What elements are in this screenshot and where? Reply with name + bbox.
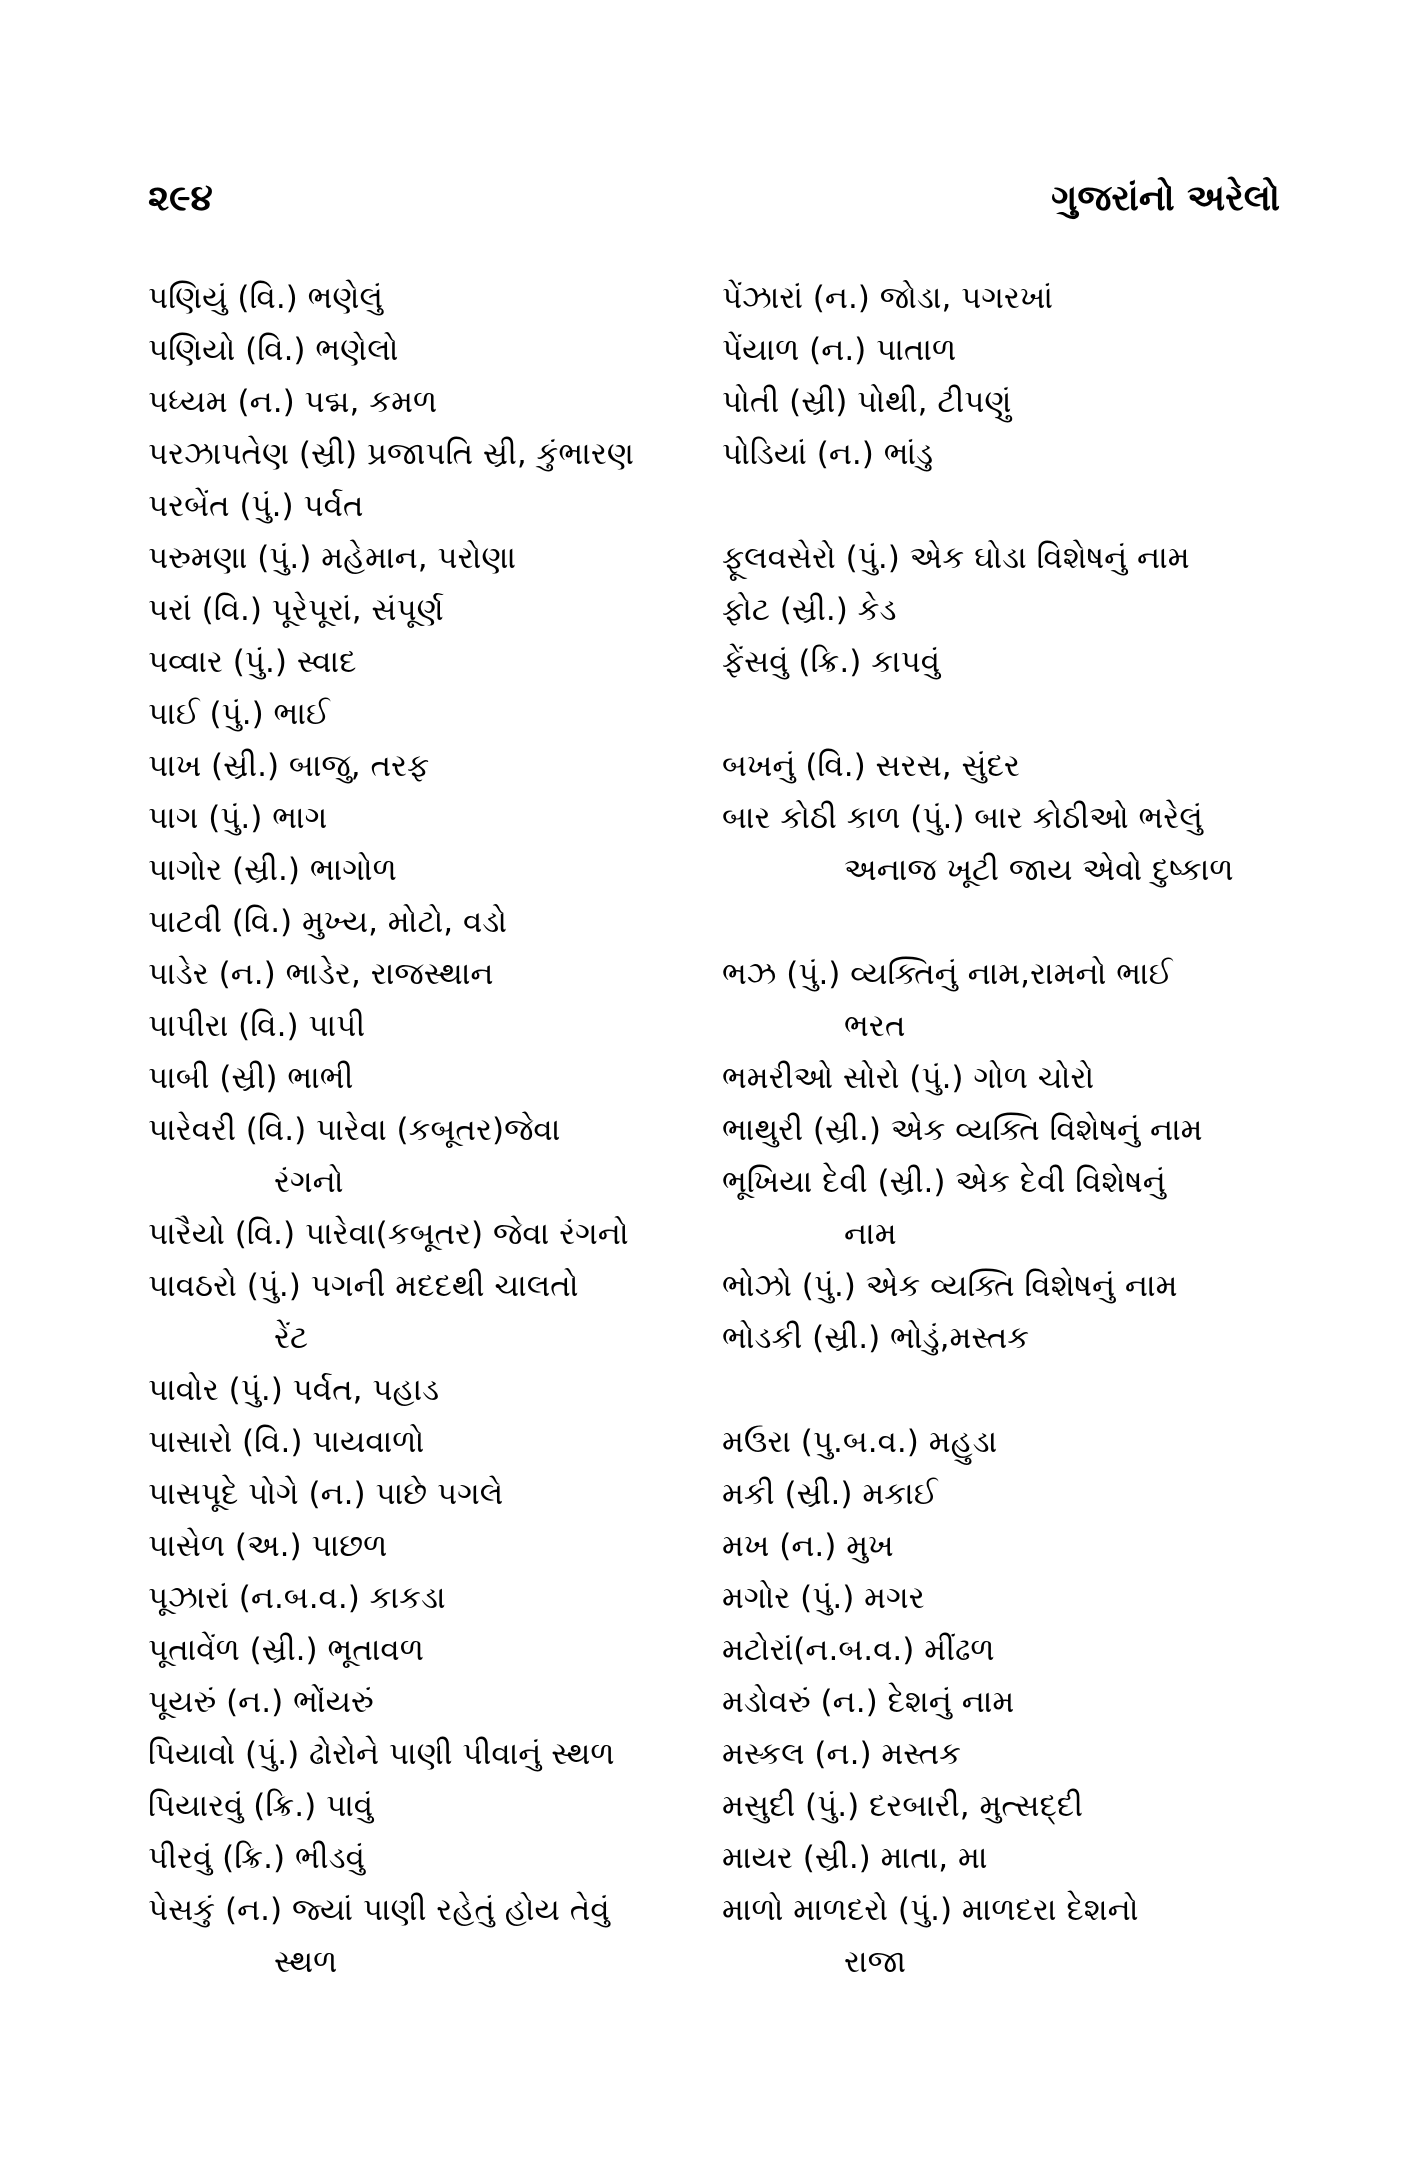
entry-continuation: રેંટ: [274, 1320, 309, 1356]
dictionary-entry: મઉરા (પુ.બ.વ.) મહુડા: [722, 1424, 998, 1460]
dictionary-entry: પણિયું (વિ.) ભણેલું: [148, 280, 383, 316]
dictionary-entry: મસુદી (પું.) દરબારી, મુત્સદ્દી: [722, 1788, 1083, 1824]
dictionary-entry: પૂયરું (ન.) ભોંયરું: [148, 1684, 374, 1720]
spacer: [722, 688, 1292, 740]
dictionary-entry: પાગોર (સ્રી.) ભાગોળ: [148, 852, 397, 888]
dictionary-entry: પિયાવો (પું.) ઢોરોને પાણી પીવાનું સ્થળ: [148, 1736, 615, 1772]
dictionary-entry: પાસારો (વિ.) પાયવાળો: [148, 1424, 425, 1460]
entry-continuation: નામ: [844, 1216, 897, 1252]
entry-continuation: ભરત: [844, 1008, 906, 1044]
dictionary-entry: પરબેંત (પું.) પર્વત: [148, 488, 364, 524]
dictionary-entry: બખનું (વિ.) સરસ, સુંદર: [722, 748, 1020, 784]
dictionary-entry: પાવઠરો (પું.) પગની મદદથી ચાલતો: [148, 1268, 579, 1304]
right-column: [722, 272, 1292, 1988]
dictionary-entry: ભમરીઓ સોરો (પું.) ગોળ ચોરો: [722, 1060, 1095, 1096]
spacer: [722, 1364, 1292, 1416]
dictionary-entry: મસ્કલ (ન.) મસ્તક: [722, 1736, 962, 1772]
dictionary-entry: ભોઝો (પું.) એક વ્યક્તિ વિશેષનું નામ: [722, 1268, 1178, 1304]
dictionary-entry: મકી (સ્રી.) મકાઈ: [722, 1476, 938, 1512]
dictionary-entry: પૂતાવેંળ (સ્રી.) ભૂતાવળ: [148, 1632, 424, 1668]
dictionary-entry: પાવોર (પું.) પર્વત, પહાડ: [148, 1372, 440, 1408]
dictionary-entry: પારેવરી (વિ.) પારેવા (કબૂતર)જેવા: [148, 1112, 561, 1148]
dictionary-entry: ભોડકી (સ્રી.) ભોડું,મસ્તક: [722, 1320, 1030, 1356]
dictionary-entry: પધ્યમ (ન.) પદ્મ, કમળ: [148, 384, 438, 420]
dictionary-entry: પાસેળ (અ.) પાછળ: [148, 1528, 388, 1564]
entry-continuation: અનાજ ખૂટી જાય એવો દુષ્કાળ: [844, 852, 1234, 888]
spacer: [722, 896, 1292, 948]
dictionary-entry: પણિયો (વિ.) ભણેલો: [148, 332, 399, 368]
dictionary-entry: પરાં (વિ.) પૂરેપૂરાં, સંપૂર્ણ: [148, 592, 444, 628]
spacer: [722, 480, 1292, 532]
entry-continuation: રંગનો: [274, 1164, 344, 1200]
page-number: ૨૯૪: [148, 178, 213, 219]
dictionary-entry: પાગ (પું.) ભાગ: [148, 800, 328, 836]
dictionary-entry: પાસપૂદે પોગે (ન.) પાછે પગલે: [148, 1476, 504, 1512]
dictionary-entry: મડોવરું (ન.) દેશનું નામ: [722, 1684, 1015, 1720]
dictionary-entry: પાબી (સ્રી) ભાભી: [148, 1060, 354, 1096]
dictionary-entry: બાર કોઠી કાળ (પું.) બાર કોઠીઓ ભરેલું: [722, 800, 1203, 836]
dictionary-entry: ભૂખિયા દેવી (સ્રી.) એક દેવી વિશેષનું: [722, 1164, 1166, 1200]
dictionary-entry: પરુમણા (પું.) મહેમાન, પરોણા: [148, 540, 516, 576]
dictionary-entry: ફૂલવસેરો (પું.) એક ઘોડા વિશેષનું નામ: [722, 540, 1190, 576]
dictionary-entry: માળો માળદરો (પું.) માળદરા દેશનો: [722, 1892, 1139, 1928]
dictionary-entry: મટોરાં(ન.બ.વ.) મીંઢળ: [722, 1632, 995, 1668]
dictionary-entry: પાપીરા (વિ.) પાપી: [148, 1008, 366, 1044]
dictionary-entry: પિયારવું (ક્રિ.) પાવું: [148, 1788, 374, 1824]
dictionary-entry: મખ (ન.) મુખ: [722, 1528, 894, 1564]
dictionary-entry: પેંયાળ (ન.) પાતાળ: [722, 332, 957, 368]
dictionary-entry: પાખ (સ્રી.) બાજુ, તરફ: [148, 748, 430, 784]
dictionary-entry: ફેંસવું (ક્રિ.) કાપવું: [722, 644, 941, 680]
dictionary-entry: ભાથુરી (સ્રી.) એક વ્યક્તિ વિશેષનું નામ: [722, 1112, 1203, 1148]
dictionary-entry: ભઝ (પું.) વ્યક્તિનું નામ,રામનો ભાઈ: [722, 956, 1173, 992]
entry-continuation: સ્થળ: [274, 1944, 338, 1980]
running-head: ગુજરાંનો અરેલો: [1051, 178, 1280, 219]
dictionary-entry: પેંઝારાં (ન.) જોડા, પગરખાં: [722, 280, 1054, 316]
dictionary-entry: પાઈ (પું.) ભાઈ: [148, 696, 330, 732]
page-header: [148, 178, 1280, 238]
dictionary-entry: ફોટ (સ્રી.) કેડ: [722, 592, 897, 628]
dictionary-entry: પવ્વાર (પું.) સ્વાદ: [148, 644, 357, 680]
dictionary-entry: મગોર (પું.) મગર: [722, 1580, 925, 1616]
dictionary-entry: પરઝાપતેણ (સ્રી) પ્રજાપતિ સ્રી, કુંભારણ: [148, 436, 634, 472]
left-column: [148, 272, 708, 1988]
dictionary-entry: પૂઝારાં (ન.બ.વ.) કાકડા: [148, 1580, 446, 1616]
dictionary-entry: પેસકું (ન.) જ્યાં પાણી રહેતું હોય તેવું: [148, 1892, 610, 1928]
dictionary-entry: માયર (સ્રી.) માતા, મા: [722, 1840, 988, 1876]
dictionary-entry: પાટવી (વિ.) મુખ્ય, મોટો, વડો: [148, 904, 508, 940]
dictionary-entry: પોડિયાં (ન.) ભાંડુ: [722, 436, 934, 472]
entry-continuation: રાજા: [844, 1944, 906, 1980]
dictionary-entry: પાડેર (ન.) ભાડેર, રાજસ્થાન: [148, 956, 494, 992]
dictionary-entry: પારૈયો (વિ.) પારેવા(કબૂતર) જેવા રંગનો: [148, 1216, 629, 1252]
dictionary-entry: પીરવું (ક્રિ.) ભીડવું: [148, 1840, 365, 1876]
dictionary-entry: પોતી (સ્રી) પોથી, ટીપણું: [722, 384, 1012, 420]
